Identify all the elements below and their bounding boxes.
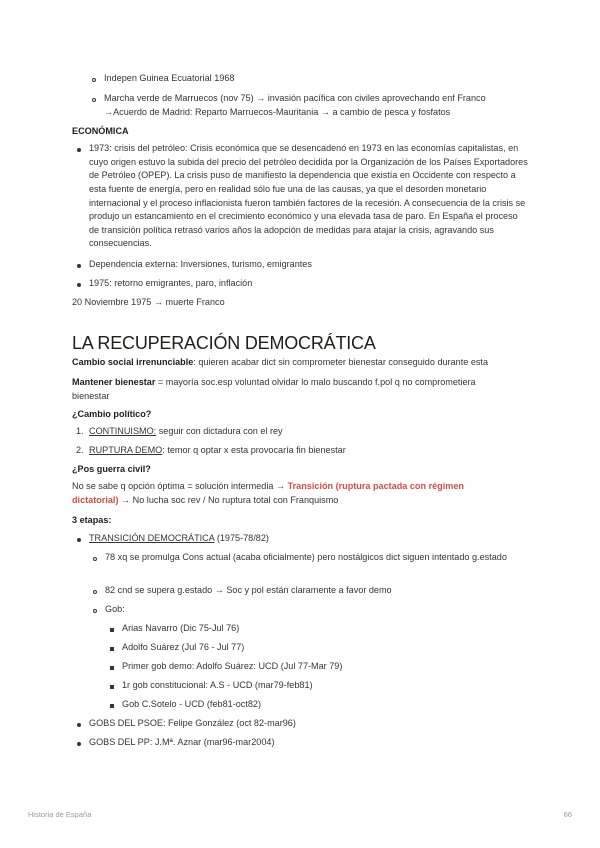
bullet-circle-icon xyxy=(93,609,97,613)
bullet-square-icon xyxy=(110,704,114,708)
list-item: 2. RUPTURA DEMO: temor q optar x esta provocaría fin bienestar xyxy=(76,445,346,455)
list-item: 1973: crisis del petróleo: Crisis económica que se desencadenó en 1973 en las economías capitalistas, en cuyo origen estuvo la subida del precio del petróleo decidida por la Organización de los Países Exportadores de Petróleo (OPEP). La crisis puso de manifiesto la dependencia que existía en Occidente con respecto a esta fuente de energía, pero en realidad sólo fue una de las causas, ya que el desorden monetario internacional y el proceso inflacionista fueron también factores de la recesión. A consecuencia de la crisis se produjo un estancamiento en el crecimiento económico y una elevada tasa de paro. En España el proceso de transición política retrasó varios años la adopción de medidas para atajar la crisis, agravando sus consecuencias. xyxy=(89,142,529,251)
section-heading-pos-guerra: ¿Pos guerra civil? xyxy=(72,464,151,474)
cambio-social-line: Cambio social irrenunciable: quieren acabar dict sin comprometer bienestar conseguido durante esta xyxy=(72,357,489,367)
list-item: Dependencia externa: Inversiones, turismo, emigrantes xyxy=(89,258,529,272)
bullet-icon xyxy=(77,264,81,268)
list-item: TRANSICIÓN DEMOCRÁTICA (1975-78/82) xyxy=(89,532,529,546)
list-item: Marcha verde de Marruecos (nov 75) → invasión pacífica con civiles aprovechando enf Franco →Acuerdo de Madrid: Reparto Marruecos-Mauritania → a cambio de pesca y fosfatos xyxy=(104,92,524,119)
franco-line: 20 Noviembre 1975 → muerte Franco xyxy=(72,297,225,307)
bullet-square-icon xyxy=(110,666,114,670)
list-item: 78 xq se promulga Cons actual (acaba oficialmente) pero nostálgicos dict siguen intentado g.estado xyxy=(105,551,515,565)
page-number: 66 xyxy=(563,810,572,819)
footer-title: Historia de España xyxy=(28,810,92,819)
list-item: 1r gob constitucional: A.S - UCD (mar79-feb81) xyxy=(122,679,522,693)
page-title: LA RECUPERACIÓN DEMOCRÁTICA xyxy=(72,333,376,353)
list-item: Primer gob demo: Adolfo Suárez: UCD (Jul 77-Mar 79) xyxy=(122,660,522,674)
mantener-line: Mantener bienestar = mayoría soc.esp voluntad olvidar lo malo buscando f.pol q no comprometiera bienestar xyxy=(72,377,476,401)
bullet-icon xyxy=(77,283,81,287)
list-item: 1975: retorno emigrantes, paro, inflación xyxy=(89,277,529,291)
bullet-square-icon xyxy=(110,647,114,651)
section-heading-cambio-politico: ¿Cambio político? xyxy=(72,409,152,419)
list-item: 82 cnd se supera g.estado → Soc y pol están claramente a favor demo xyxy=(105,584,515,598)
bullet-circle-icon xyxy=(93,590,97,594)
pos-guerra-text: No se sabe q opción óptima = solución intermedia → Transición (ruptura pactada con régimen dictatorial) → No lucha soc rev / No ruptura total con Franquismo xyxy=(72,481,464,505)
bullet-icon xyxy=(77,148,81,152)
list-item: Indepen Guinea Ecuatorial 1968 xyxy=(104,72,524,86)
bullet-square-icon xyxy=(110,628,114,632)
section-heading-etapas: 3 etapas: xyxy=(72,515,112,525)
list-item: Gob C.Sotelo - UCD (feb81-oct82) xyxy=(122,698,522,712)
list-item: Gob: xyxy=(105,603,515,617)
bullet-icon xyxy=(77,742,81,746)
bullet-square-icon xyxy=(110,685,114,689)
bullet-circle-icon xyxy=(92,78,96,82)
list-item: Adolfo Suárez (Jul 76 - Jul 77) xyxy=(122,641,522,655)
bullet-icon xyxy=(77,723,81,727)
list-item: GOBS DEL PSOE: Felipe González (oct 82-mar96) xyxy=(89,717,529,731)
list-item: 1. CONTINUISMO: seguir con dictadura con el rey xyxy=(76,426,283,436)
bullet-circle-icon xyxy=(92,98,96,102)
section-heading-economica: ECONÓMICA xyxy=(72,126,129,136)
list-item: GOBS DEL PP: J.Mª. Aznar (mar96-mar2004) xyxy=(89,736,529,750)
bullet-circle-icon xyxy=(93,557,97,561)
bullet-icon xyxy=(77,538,81,542)
list-item: Arias Navarro (Dic 75-Jul 76) xyxy=(122,622,522,636)
